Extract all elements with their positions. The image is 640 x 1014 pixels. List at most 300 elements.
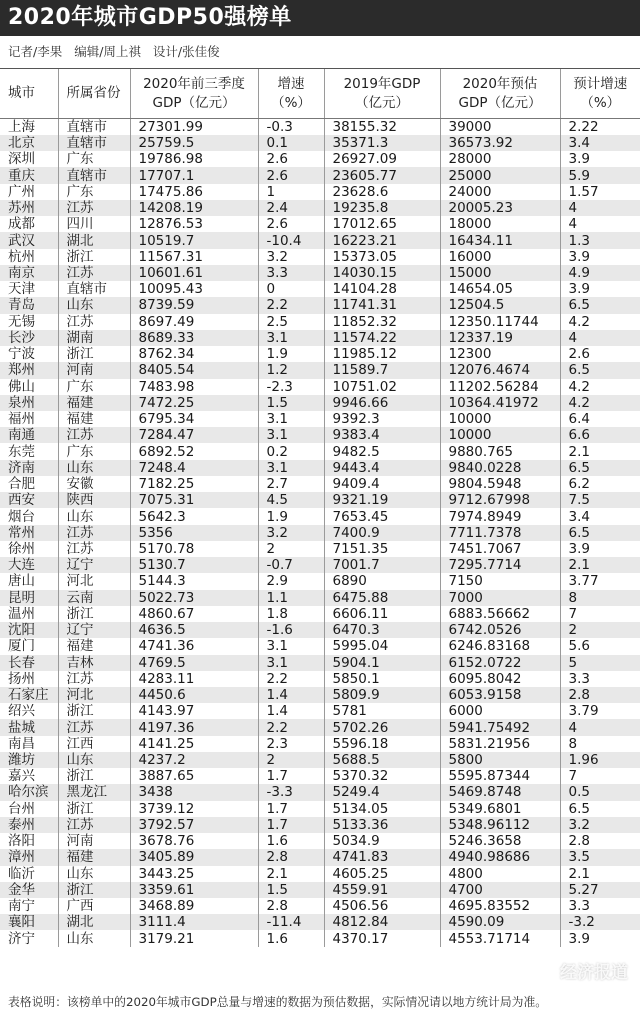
table-cell: 1.7 [258,768,324,784]
table-row [0,119,640,136]
table-cell: 3.1 [258,638,324,654]
table-cell: 3678.76 [130,833,258,849]
table-row [0,866,640,882]
table-cell: 11589.7 [324,362,440,378]
table-cell: 5356 [130,525,258,541]
table-cell: 2.6 [258,151,324,167]
table-cell: 4283.11 [130,671,258,687]
table-cell: 5469.8748 [440,784,560,800]
table-cell: 4.5 [258,492,324,508]
table-cell: 绍兴 [0,703,58,719]
table-cell: 1.5 [258,882,324,898]
table-cell: 11741.31 [324,297,440,313]
table-cell: 3179.21 [130,930,258,946]
table-cell: 3.3 [560,898,640,914]
table-cell: 4860.67 [130,606,258,622]
table-row [0,752,640,768]
table-cell: 山东 [58,752,130,768]
table-cell: 辽宁 [58,557,130,573]
table-cell: 25759.5 [130,135,258,151]
table-cell: 10095.43 [130,281,258,297]
table-cell: 8697.49 [130,314,258,330]
table-cell: 7400.9 [324,525,440,541]
table-cell: 常州 [0,525,58,541]
table-row [0,265,640,281]
table-cell: 36573.92 [440,135,560,151]
table-row [0,590,640,606]
table-cell: 2.4 [258,200,324,216]
table-cell: 19786.98 [130,151,258,167]
table-cell: 2 [258,541,324,557]
table-row [0,216,640,232]
table-cell: 26927.09 [324,151,440,167]
table-cell: 6.4 [560,411,640,427]
table-cell: 苏州 [0,200,58,216]
table-row [0,703,640,719]
table-cell: 杭州 [0,249,58,265]
table-cell: 7150 [440,573,560,589]
table-cell: 漳州 [0,849,58,865]
table-cell: 25000 [440,167,560,183]
reporter-credit: 记者/李果 [8,44,63,59]
table-cell: 7151.35 [324,541,440,557]
table-cell: 广州 [0,184,58,200]
table-row [0,557,640,573]
table-cell: -1.6 [258,622,324,638]
table-cell: 江西 [58,736,130,752]
table-row [0,671,640,687]
table-cell: 湖北 [58,232,130,248]
table-cell: 3.1 [258,460,324,476]
table-cell: 江苏 [58,265,130,281]
table-cell: 4.2 [560,379,640,395]
table-cell: 7483.98 [130,379,258,395]
table-cell: 4.2 [560,314,640,330]
table-cell: 5 [560,655,640,671]
table-cell: 2.8 [560,687,640,703]
table-cell: 山东 [58,460,130,476]
table-cell: 南通 [0,427,58,443]
table-row [0,297,640,313]
table-cell: 0.1 [258,135,324,151]
gdp-ranking-table [0,68,640,947]
table-cell: 12350.11744 [440,314,560,330]
table-cell: 12300 [440,346,560,362]
table-cell: 河南 [58,362,130,378]
table-cell: 长春 [0,655,58,671]
table-cell: 3438 [130,784,258,800]
table-cell: 4769.5 [130,655,258,671]
table-cell: 5995.04 [324,638,440,654]
table-cell: 江苏 [58,541,130,557]
table-cell: 15000 [440,265,560,281]
table-cell: 泉州 [0,395,58,411]
table-cell: 陕西 [58,492,130,508]
table-cell: 郑州 [0,362,58,378]
table-row [0,622,640,638]
table-row [0,330,640,346]
table-cell: 2.2 [258,297,324,313]
table-cell: 2.9 [258,573,324,589]
table-cell: -3.2 [560,914,640,930]
table-cell: 河北 [58,687,130,703]
table-cell: 14654.05 [440,281,560,297]
table-cell: 6742.0526 [440,622,560,638]
table-row [0,249,640,265]
table-row [0,135,640,151]
table-cell: -10.4 [258,232,324,248]
table-cell: 1.3 [560,232,640,248]
table-cell: 17707.1 [130,167,258,183]
table-cell: 江苏 [58,525,130,541]
table-cell: 3.9 [560,541,640,557]
table-cell: 浙江 [58,249,130,265]
table-cell: 广东 [58,184,130,200]
table-cell: 合肥 [0,476,58,492]
table-cell: 0.5 [560,784,640,800]
table-cell: 4.9 [560,265,640,281]
table-cell: 1.7 [258,801,324,817]
table-cell: 7295.7714 [440,557,560,573]
table-cell: 10751.02 [324,379,440,395]
table-cell: 2.2 [258,671,324,687]
table-cell: 9482.5 [324,443,440,459]
table-row [0,232,640,248]
page-title: 2020年城市GDP50强榜单 [0,0,640,36]
table-cell: 3.3 [258,265,324,281]
table-cell: 23605.77 [324,167,440,183]
table-row [0,606,640,622]
table-cell: 9392.3 [324,411,440,427]
table-cell: 7284.47 [130,427,258,443]
table-cell: 3111.4 [130,914,258,930]
table-cell: 6470.3 [324,622,440,638]
table-cell: 临沂 [0,866,58,882]
table-cell: 4636.5 [130,622,258,638]
table-cell: 6606.11 [324,606,440,622]
table-cell: 16000 [440,249,560,265]
table-cell: 广东 [58,151,130,167]
table-cell: 6152.0722 [440,655,560,671]
table-cell: 3.9 [560,281,640,297]
table-cell: 6795.34 [130,411,258,427]
table-cell: 4237.2 [130,752,258,768]
table-cell: 1.9 [258,508,324,524]
table-cell: 深圳 [0,151,58,167]
table-cell: 温州 [0,606,58,622]
table-cell: 39000 [440,119,560,136]
table-cell: 7 [560,768,640,784]
table-cell: 14030.15 [324,265,440,281]
table-cell: 1.6 [258,930,324,946]
table-cell: 山东 [58,930,130,946]
table-cell: 6.5 [560,525,640,541]
table-cell: 5800 [440,752,560,768]
table-cell: 4553.71714 [440,930,560,946]
table-cell: 0 [258,281,324,297]
table-cell: 2.3 [258,736,324,752]
table-cell: 3.2 [258,249,324,265]
table-cell: 4141.25 [130,736,258,752]
table-cell: 济南 [0,460,58,476]
table-cell: 10000 [440,411,560,427]
table-cell: 吉林 [58,655,130,671]
table-cell: 7653.45 [324,508,440,524]
table-cell: 4 [560,200,640,216]
table-cell: 4.2 [560,395,640,411]
column-header: 增速 （%） [258,69,324,119]
table-cell: 6890 [324,573,440,589]
table-cell: 3.9 [560,151,640,167]
table-cell: 4 [560,216,640,232]
table-cell: 6.2 [560,476,640,492]
table-cell: 4 [560,719,640,735]
table-cell: 5170.78 [130,541,258,557]
table-cell: 烟台 [0,508,58,524]
table-cell: 江苏 [58,427,130,443]
table-row [0,655,640,671]
table-cell: 7182.25 [130,476,258,492]
table-cell: 洛阳 [0,833,58,849]
table-cell: 江苏 [58,719,130,735]
table-cell: 昆明 [0,590,58,606]
table-cell: 福州 [0,411,58,427]
table-cell: 直辖市 [58,135,130,151]
table-cell: 5034.9 [324,833,440,849]
table-cell: -11.4 [258,914,324,930]
table-cell: 5246.3658 [440,833,560,849]
table-cell: 直辖市 [58,119,130,136]
table-cell: 5831.21956 [440,736,560,752]
table-cell: 14208.19 [130,200,258,216]
table-cell: 1.4 [258,703,324,719]
table-cell: 1.7 [258,817,324,833]
table-cell: 1 [258,184,324,200]
table-cell: 11574.22 [324,330,440,346]
table-cell: 27301.99 [130,119,258,136]
table-cell: 5249.4 [324,784,440,800]
table-row [0,346,640,362]
table-cell: 4700 [440,882,560,898]
table-cell: 3.77 [560,573,640,589]
table-cell: 10364.41972 [440,395,560,411]
table-cell: 20005.23 [440,200,560,216]
table-cell: 5596.18 [324,736,440,752]
table-cell: 6892.52 [130,443,258,459]
table-cell: 16434.11 [440,232,560,248]
table-cell: 3.1 [258,427,324,443]
table-cell: 金华 [0,882,58,898]
table-cell: 四川 [58,216,130,232]
table-cell: 38155.32 [324,119,440,136]
table-cell: 浙江 [58,606,130,622]
table-cell: 扬州 [0,671,58,687]
table-cell: 7 [560,606,640,622]
table-row [0,281,640,297]
table-cell: 3468.89 [130,898,258,914]
table-cell: 5130.7 [130,557,258,573]
table-cell: 南京 [0,265,58,281]
table-cell: 1.9 [258,346,324,362]
table-cell: 7974.8949 [440,508,560,524]
table-cell: 4143.97 [130,703,258,719]
table-cell: 4197.36 [130,719,258,735]
credit-line [8,40,228,64]
table-row [0,427,640,443]
table-cell: 5781 [324,703,440,719]
table-cell: 18000 [440,216,560,232]
table-cell: 2.1 [560,443,640,459]
table-cell: 24000 [440,184,560,200]
column-header: 所属省份 [58,69,130,119]
watermark: 经济报道 [560,963,628,983]
table-cell: 9383.4 [324,427,440,443]
table-cell: 泰州 [0,817,58,833]
table-cell: 6000 [440,703,560,719]
table-row [0,362,640,378]
table-row [0,736,640,752]
table-cell: 2.6 [258,216,324,232]
table-cell: 东莞 [0,443,58,459]
table-cell: 福建 [58,411,130,427]
table-row [0,849,640,865]
table-cell: 6.5 [560,460,640,476]
table-cell: 5642.3 [130,508,258,524]
table-cell: 8405.54 [130,362,258,378]
table-cell: 南昌 [0,736,58,752]
table-cell: 直辖市 [58,281,130,297]
table-cell: 3792.57 [130,817,258,833]
table-cell: 大连 [0,557,58,573]
table-cell: 江苏 [58,314,130,330]
table-cell: 长沙 [0,330,58,346]
table-cell: 17475.86 [130,184,258,200]
table-cell: 0.2 [258,443,324,459]
table-cell: 9409.4 [324,476,440,492]
table-cell: 潍坊 [0,752,58,768]
editor-credit: 编辑/周上祺 [74,44,141,59]
table-cell: 6246.83168 [440,638,560,654]
table-cell: 唐山 [0,573,58,589]
table-cell: 9946.66 [324,395,440,411]
table-cell: 上海 [0,119,58,136]
table-cell: 11202.56284 [440,379,560,395]
table-cell: 嘉兴 [0,768,58,784]
table-cell: 1.2 [258,362,324,378]
column-header: 2020年前三季度 GDP（亿元） [130,69,258,119]
table-row [0,525,640,541]
table-cell: 3.2 [258,525,324,541]
table-row [0,443,640,459]
table-cell: 3.4 [560,135,640,151]
table-row [0,768,640,784]
table-cell: 4450.6 [130,687,258,703]
table-cell: 2 [560,622,640,638]
table-cell: 宁波 [0,346,58,362]
table-row [0,167,640,183]
table-cell: 6095.8042 [440,671,560,687]
table-cell: 6.6 [560,427,640,443]
table-cell: 黑龙江 [58,784,130,800]
table-cell: 4506.56 [324,898,440,914]
table-cell: 10519.7 [130,232,258,248]
table-cell: 4741.36 [130,638,258,654]
table-cell: 9840.0228 [440,460,560,476]
table-cell: 5134.05 [324,801,440,817]
table-cell: 5904.1 [324,655,440,671]
table-cell: 15373.05 [324,249,440,265]
table-cell: 5370.32 [324,768,440,784]
table-cell: 5809.9 [324,687,440,703]
table-cell: 12504.5 [440,297,560,313]
table-cell: 2.5 [258,314,324,330]
table-row [0,476,640,492]
table-row [0,411,640,427]
table-row [0,379,640,395]
table-cell: 西安 [0,492,58,508]
table-cell: 7075.31 [130,492,258,508]
table-cell: 3.9 [560,930,640,946]
table-cell: 1.4 [258,687,324,703]
table-cell: 9880.765 [440,443,560,459]
table-cell: 1.8 [258,606,324,622]
table-cell: 哈尔滨 [0,784,58,800]
table-cell: 3.1 [258,411,324,427]
table-cell: 17012.65 [324,216,440,232]
table-cell: 石家庄 [0,687,58,703]
table-cell: 8 [560,590,640,606]
table-cell: 4812.84 [324,914,440,930]
table-cell: 山东 [58,297,130,313]
table-cell: 5688.5 [324,752,440,768]
table-cell: 3443.25 [130,866,258,882]
table-cell: 安徽 [58,476,130,492]
table-row [0,508,640,524]
table-cell: 7451.7067 [440,541,560,557]
table-cell: 2.1 [560,557,640,573]
table-cell: 广东 [58,379,130,395]
table-cell: 4940.98686 [440,849,560,865]
table-cell: 广西 [58,898,130,914]
table-cell: 8689.33 [130,330,258,346]
table-cell: 2.6 [258,167,324,183]
table-cell: 1.96 [560,752,640,768]
table-cell: 徐州 [0,541,58,557]
table-cell: 8739.59 [130,297,258,313]
table-cell: 江苏 [58,671,130,687]
table-cell: 无锡 [0,314,58,330]
table-cell: 35371.3 [324,135,440,151]
table-cell: 8762.34 [130,346,258,362]
table-cell: 4 [560,330,640,346]
table-cell: 4370.17 [324,930,440,946]
table-row [0,719,640,735]
table-row [0,898,640,914]
table-cell: 6053.9158 [440,687,560,703]
table-cell: 河北 [58,573,130,589]
table-cell: 5022.73 [130,590,258,606]
table-cell: 8 [560,736,640,752]
table-cell: 1.1 [258,590,324,606]
table-cell: 12076.4674 [440,362,560,378]
table-row [0,930,640,946]
table-row [0,573,640,589]
table-row [0,395,640,411]
table-cell: 7000 [440,590,560,606]
table-cell: 重庆 [0,167,58,183]
column-header: 2019年GDP （亿元） [324,69,440,119]
table-cell: 10601.61 [130,265,258,281]
